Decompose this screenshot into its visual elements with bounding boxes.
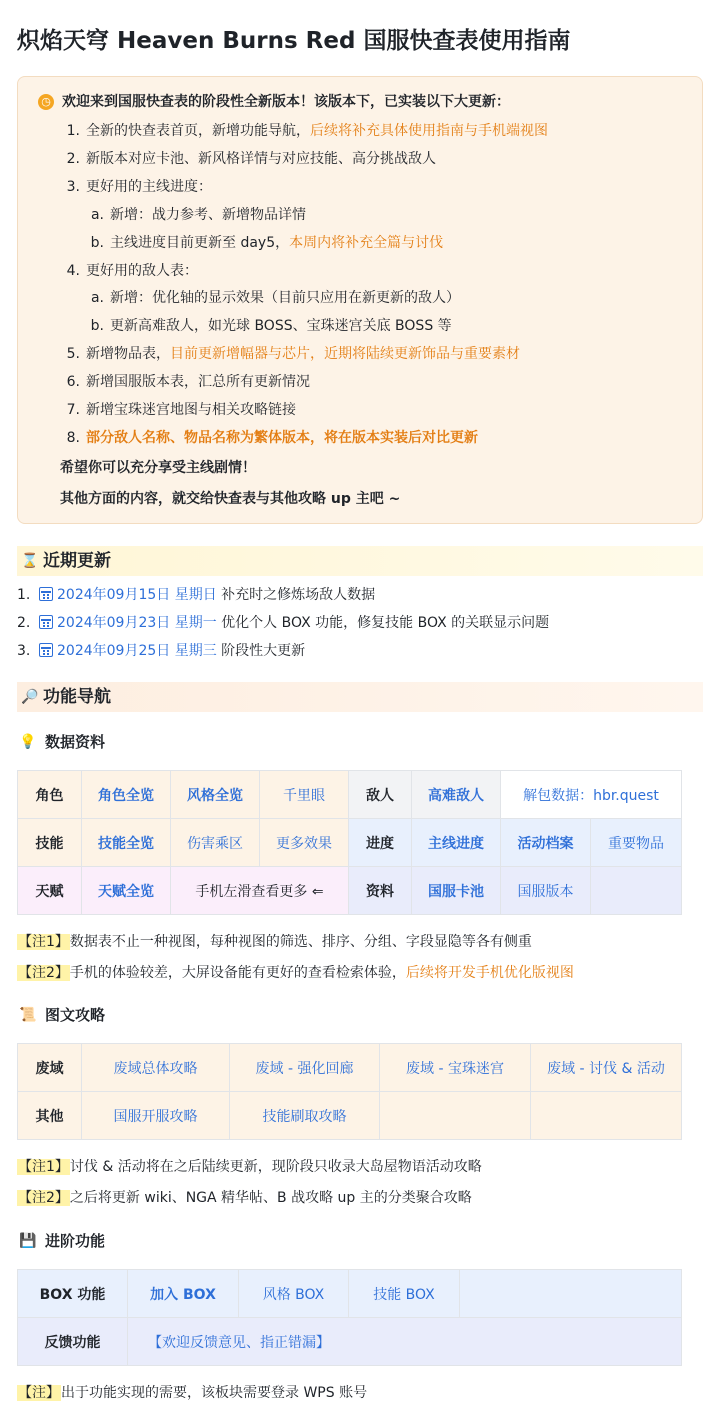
link-add-box[interactable]: 加入 BOX (128, 1270, 239, 1318)
recent-item (17, 583, 375, 607)
link-more-effects[interactable]: 更多效果 (260, 819, 349, 867)
guide-note-2 (17, 1187, 472, 1209)
swipe-hint: 手机左滑查看更多 ⇐ (171, 867, 349, 915)
link-wasteland-corridor[interactable]: 废域 - 强化回廊 (230, 1044, 380, 1092)
scroll-icon: 📜 (19, 1007, 37, 1023)
note-text: 手机的体验较差，大屏设备能有更好的查看检索体验， (69, 965, 406, 981)
cell-wasteland-label: 废域 (18, 1044, 82, 1092)
update-callout (17, 76, 703, 524)
cell-skill-label: 技能 (18, 819, 82, 867)
list-number: 3. (17, 643, 31, 659)
list-number: a. (90, 290, 104, 307)
cell-role-label: 角色 (18, 771, 82, 819)
list-number: 3. (66, 178, 80, 195)
list-number: 1. (17, 587, 31, 603)
link-talent-overview[interactable]: 天赋全览 (82, 867, 171, 915)
cell-enemy-label: 敌人 (349, 771, 412, 819)
list-highlight: 目前更新增幅器与芯片，近期将陆续更新饰品与重要素材 (170, 346, 520, 363)
empty-cell (591, 867, 682, 915)
callout-item (82, 203, 306, 227)
list-highlight: 部分敌人名称、物品名称为繁体版本，将在版本实装后对比更新 (86, 429, 478, 446)
link-wasteland-overall[interactable]: 废域总体攻略 (82, 1044, 230, 1092)
callout-head-text: 欢迎来到国服快查表的阶段性全新版本！该版本下，已实装以下大更新： (62, 94, 510, 110)
update-text: 补充时之修炼场敌人数据 (221, 587, 376, 603)
data-heading (19, 730, 105, 754)
calendar-icon (39, 643, 53, 657)
link-wasteland-event[interactable]: 废域 - 讨伐 & 活动 (531, 1044, 682, 1092)
page-title: 炽焰天穹 Heaven Burns Red 国服快查表使用指南 (17, 28, 571, 54)
adv-note (17, 1382, 367, 1404)
update-date[interactable]: 2024年09月23日 星期一 (57, 615, 217, 631)
note-tag: 【注2】 (18, 965, 69, 981)
recent-item (17, 639, 305, 663)
list-number: 2. (66, 150, 80, 167)
data-note-1 (17, 931, 532, 953)
clock-icon: ◷ (38, 94, 54, 110)
list-number: a. (90, 206, 104, 223)
callout-item (58, 175, 212, 199)
empty-cell (460, 1270, 682, 1318)
link-main-progress[interactable]: 主线进度 (412, 819, 501, 867)
nav-heading (17, 682, 703, 712)
callout-item (58, 398, 296, 422)
update-text: 阶段性大更新 (221, 643, 306, 659)
list-text: 新增物品表， (86, 346, 170, 363)
list-highlight: 本周内将补充全篇与讨伐 (289, 234, 444, 251)
adv-table (17, 1269, 682, 1366)
list-text: 主线进度目前更新至 day5， (110, 234, 290, 251)
callout-item (58, 342, 520, 366)
link-cn-launch-guide[interactable]: 国服开服攻略 (82, 1092, 230, 1140)
note-tag: 【注1】 (18, 1159, 69, 1175)
link-clairvoyance[interactable]: 千里眼 (260, 771, 349, 819)
cell-progress-label: 进度 (349, 819, 412, 867)
list-text: 新版本对应卡池、新风格详情与对应技能、高分挑战敌人 (86, 150, 436, 167)
list-number: 6. (66, 374, 80, 391)
list-text: 全新的快查表首页，新增功能导航， (86, 123, 310, 139)
link-style-overview[interactable]: 风格全览 (171, 771, 260, 819)
guide-table (17, 1043, 682, 1140)
adv-heading (19, 1229, 105, 1253)
callout-item (58, 119, 548, 143)
lightbulb-icon: 💡 (19, 734, 37, 750)
list-text: 新增国服版本表，汇总所有更新情况 (86, 374, 310, 391)
link-feedback[interactable]: 【欢迎反馈意见、指正错漏】 (128, 1318, 682, 1366)
callout-item (58, 259, 198, 283)
list-text: 新增宝珠迷宫地图与相关攻略链接 (86, 402, 296, 418)
link-style-box[interactable]: 风格 BOX (239, 1270, 349, 1318)
callout-item (58, 147, 436, 171)
list-number: 4. (66, 262, 80, 279)
link-unpack-data[interactable]: 解包数据：hbr.quest (501, 771, 682, 819)
calendar-icon (39, 587, 53, 601)
update-date[interactable]: 2024年09月15日 星期日 (57, 587, 217, 603)
cell-other-label: 其他 (18, 1092, 82, 1140)
note-tag: 【注2】 (18, 1190, 69, 1206)
data-note-2 (17, 962, 574, 984)
callout-head (36, 91, 684, 113)
link-role-overview[interactable]: 角色全览 (82, 771, 171, 819)
cell-resource-label: 资料 (349, 867, 412, 915)
calendar-icon (39, 615, 53, 629)
floppy-icon: 💾 (19, 1233, 37, 1249)
guide-heading (19, 1003, 105, 1027)
note-tag: 【注】 (18, 1385, 60, 1401)
recent-heading (17, 546, 703, 576)
data-heading-text: 数据资料 (45, 733, 106, 751)
list-text: 更好用的主线进度： (86, 178, 212, 195)
note-text: 出于功能实现的需要，该板块需要登录 WPS 账号 (61, 1385, 368, 1401)
link-skill-overview[interactable]: 技能全览 (82, 819, 171, 867)
link-wasteland-maze[interactable]: 废域 - 宝珠迷宫 (380, 1044, 531, 1092)
callout-item (82, 231, 443, 255)
note-text: 数据表不止一种视图，每种视图的筛选、排序、分组、字段显隐等各有侧重 (69, 934, 532, 950)
callout-closing-2: 其他方面的内容，就交给快查表与其他攻略 up 主吧 ~ (60, 490, 401, 507)
list-number: 2. (17, 615, 31, 631)
callout-item (82, 286, 460, 310)
list-number: 5. (66, 346, 80, 363)
cell-box-label: BOX 功能 (18, 1270, 128, 1318)
list-text: 更新高难敌人，如光球 BOSS、宝珠迷宫关底 BOSS 等 (110, 318, 452, 335)
guide-heading-text: 图文攻略 (45, 1006, 106, 1024)
link-hard-enemy[interactable]: 高难敌人 (412, 771, 501, 819)
nav-heading-text: 功能导航 (43, 687, 111, 707)
recent-item (17, 611, 549, 635)
guide-note-1 (17, 1156, 482, 1178)
note-text: 之后将更新 wiki、NGA 精华帖、B 战攻略 up 主的分类聚合攻略 (69, 1190, 472, 1206)
update-date[interactable]: 2024年09月25日 星期三 (57, 643, 217, 659)
data-table (17, 770, 682, 915)
hourglass-icon: ⌛ (21, 553, 39, 569)
magnifier-icon: 🔎 (21, 689, 39, 705)
link-event-archive[interactable]: 活动档案 (501, 819, 591, 867)
link-cn-version[interactable]: 国服版本 (501, 867, 591, 915)
adv-heading-text: 进阶功能 (45, 1232, 106, 1250)
link-key-items[interactable]: 重要物品 (591, 819, 682, 867)
callout-item (58, 370, 310, 394)
note-orange-text: 后续将开发手机优化版视图 (405, 965, 574, 981)
link-cn-gacha[interactable]: 国服卡池 (412, 867, 501, 915)
callout-item (82, 314, 452, 338)
callout-item (58, 426, 478, 450)
callout-closing-1: 希望你可以充分享受主线剧情！ (60, 459, 256, 476)
note-tag: 【注1】 (18, 934, 69, 950)
link-damage-multiplier[interactable]: 伤害乘区 (171, 819, 260, 867)
link-skill-box[interactable]: 技能 BOX (349, 1270, 460, 1318)
note-text: 讨伐 & 活动将在之后陆续更新，现阶段只收录大岛屋物语活动攻略 (69, 1159, 482, 1175)
link-skill-farm-guide[interactable]: 技能刷取攻略 (230, 1092, 380, 1140)
cell-feedback-label: 反馈功能 (18, 1318, 128, 1366)
update-text: 优化个人 BOX 功能，修复技能 BOX 的关联显示问题 (221, 615, 550, 631)
recent-heading-text: 近期更新 (43, 551, 111, 571)
list-number: 7. (66, 402, 80, 418)
list-text: 新增：战力参考、新增物品详情 (110, 206, 306, 223)
empty-cell (380, 1092, 531, 1140)
list-number: 1. (66, 123, 80, 139)
list-text: 更好用的敌人表： (86, 262, 198, 279)
list-highlight: 后续将补充具体使用指南与手机端视图 (310, 123, 548, 139)
list-number: b. (90, 234, 104, 251)
list-text: 新增：优化轴的显示效果（目前只应用在新更新的敌人） (110, 290, 460, 307)
cell-talent-label: 天赋 (18, 867, 82, 915)
empty-cell (531, 1092, 682, 1140)
list-number: b. (90, 318, 104, 335)
list-number: 8. (66, 429, 80, 446)
